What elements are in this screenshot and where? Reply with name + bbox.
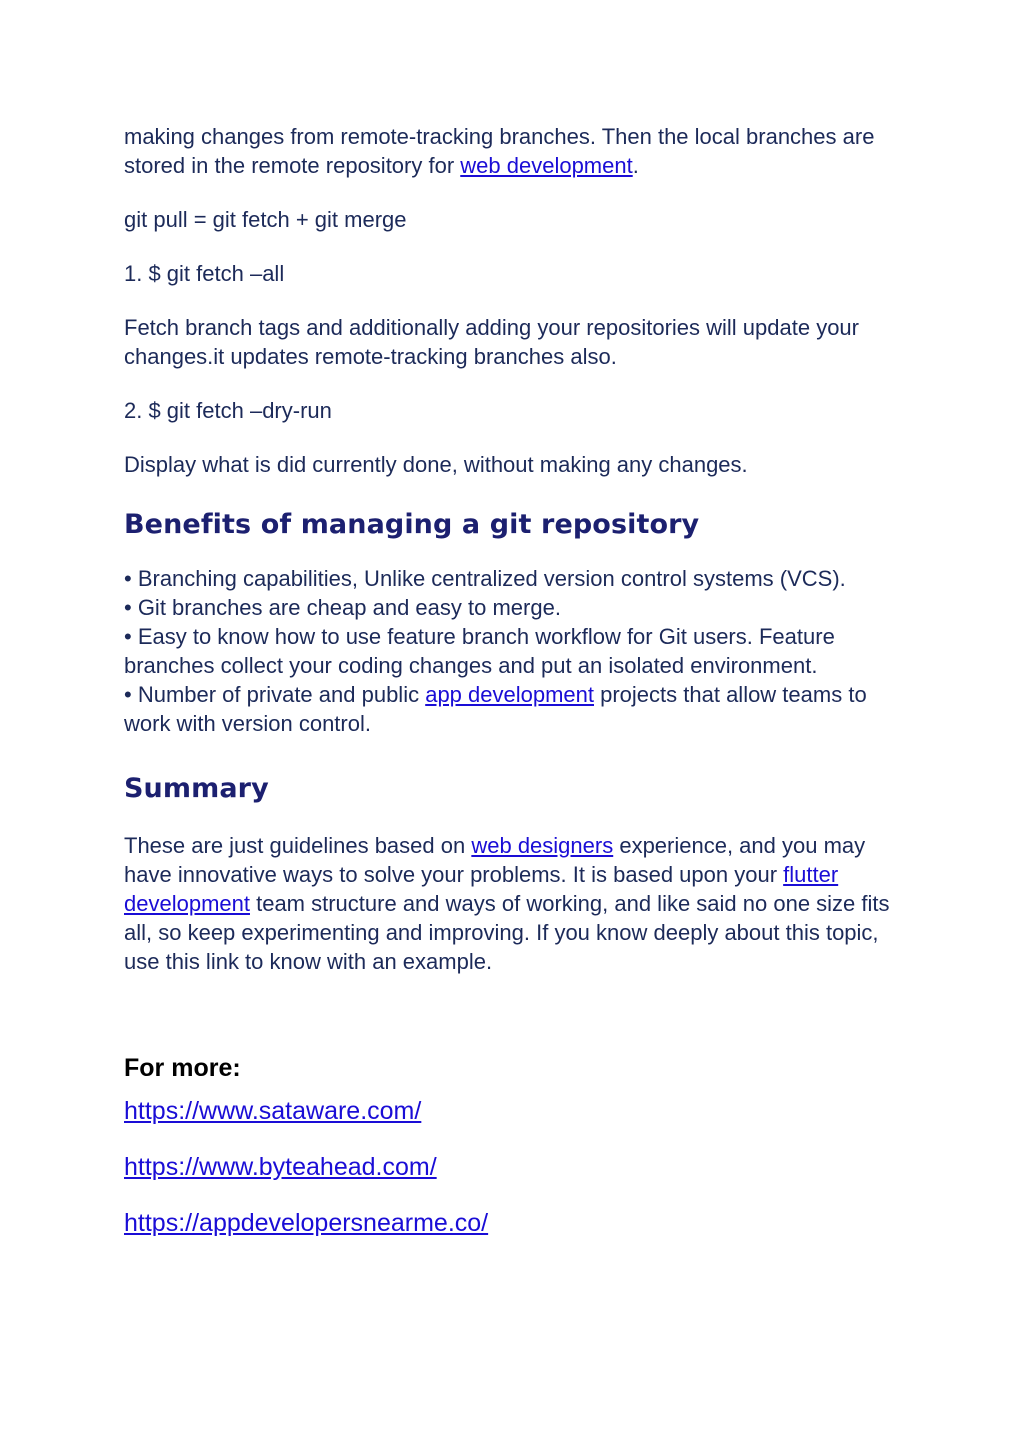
dry-run-description: Display what is did currently done, without making any changes. bbox=[124, 452, 748, 477]
summary-text: team structure and ways of working, and like said no one size fits all, so keep experimenting and improving. If you know deeply about this topic, use this link to know with an example. bbox=[124, 891, 890, 974]
item4-text-end: projects that allow teams to work with version control. bbox=[124, 682, 867, 736]
flutter-development-link[interactable]: flutter development bbox=[124, 862, 839, 916]
appdevelopersnearme-link[interactable]: https://appdevelopersnearme.co/ bbox=[124, 1209, 489, 1237]
item4-text: • Number of private and public bbox=[124, 682, 426, 707]
benefits-list bbox=[124, 564, 914, 738]
app-development-link[interactable]: app development bbox=[425, 682, 594, 707]
command-fetch-dry-run: 2. $ git fetch –dry-run bbox=[124, 398, 332, 423]
intro-text: making changes from remote-tracking branches. Then the local branches are stored in the remote repository for bbox=[124, 124, 875, 178]
web-designers-link[interactable]: web designers bbox=[471, 833, 614, 858]
summary-heading: Summary bbox=[124, 773, 269, 804]
list-item: • Branching capabilities, Unlike centralized version control systems (VCS). bbox=[124, 566, 846, 591]
command-fetch-all: 1. $ git fetch –all bbox=[124, 261, 285, 286]
document-page bbox=[124, 122, 914, 1238]
summary-paragraph bbox=[124, 831, 914, 976]
summary-text: These are just guidelines based on bbox=[124, 833, 472, 858]
benefits-heading: Benefits of managing a git repository bbox=[124, 509, 700, 540]
sataware-link[interactable]: https://www.sataware.com/ bbox=[124, 1097, 422, 1125]
intro-paragraph bbox=[124, 122, 914, 180]
intro-period: . bbox=[632, 153, 639, 178]
list-item: • Git branches are cheap and easy to merge. bbox=[124, 595, 561, 620]
summary-text: experience, and you may have innovative ways to solve your problems. It is based upon your bbox=[124, 833, 866, 887]
fetch-all-description: Fetch branch tags and additionally adding your repositories will update your changes.it updates remote-tracking branches also. bbox=[124, 315, 859, 369]
list-item bbox=[124, 680, 914, 738]
git-pull-formula: git pull = git fetch + git merge bbox=[124, 207, 407, 232]
byteahead-link[interactable]: https://www.byteahead.com/ bbox=[124, 1153, 437, 1181]
web-development-link[interactable]: web development bbox=[460, 153, 633, 178]
for-more-label: For more: bbox=[124, 1054, 241, 1082]
list-item: • Easy to know how to use feature branch workflow for Git users. Feature branches collect your coding changes and put an isolated environment. bbox=[124, 624, 835, 678]
